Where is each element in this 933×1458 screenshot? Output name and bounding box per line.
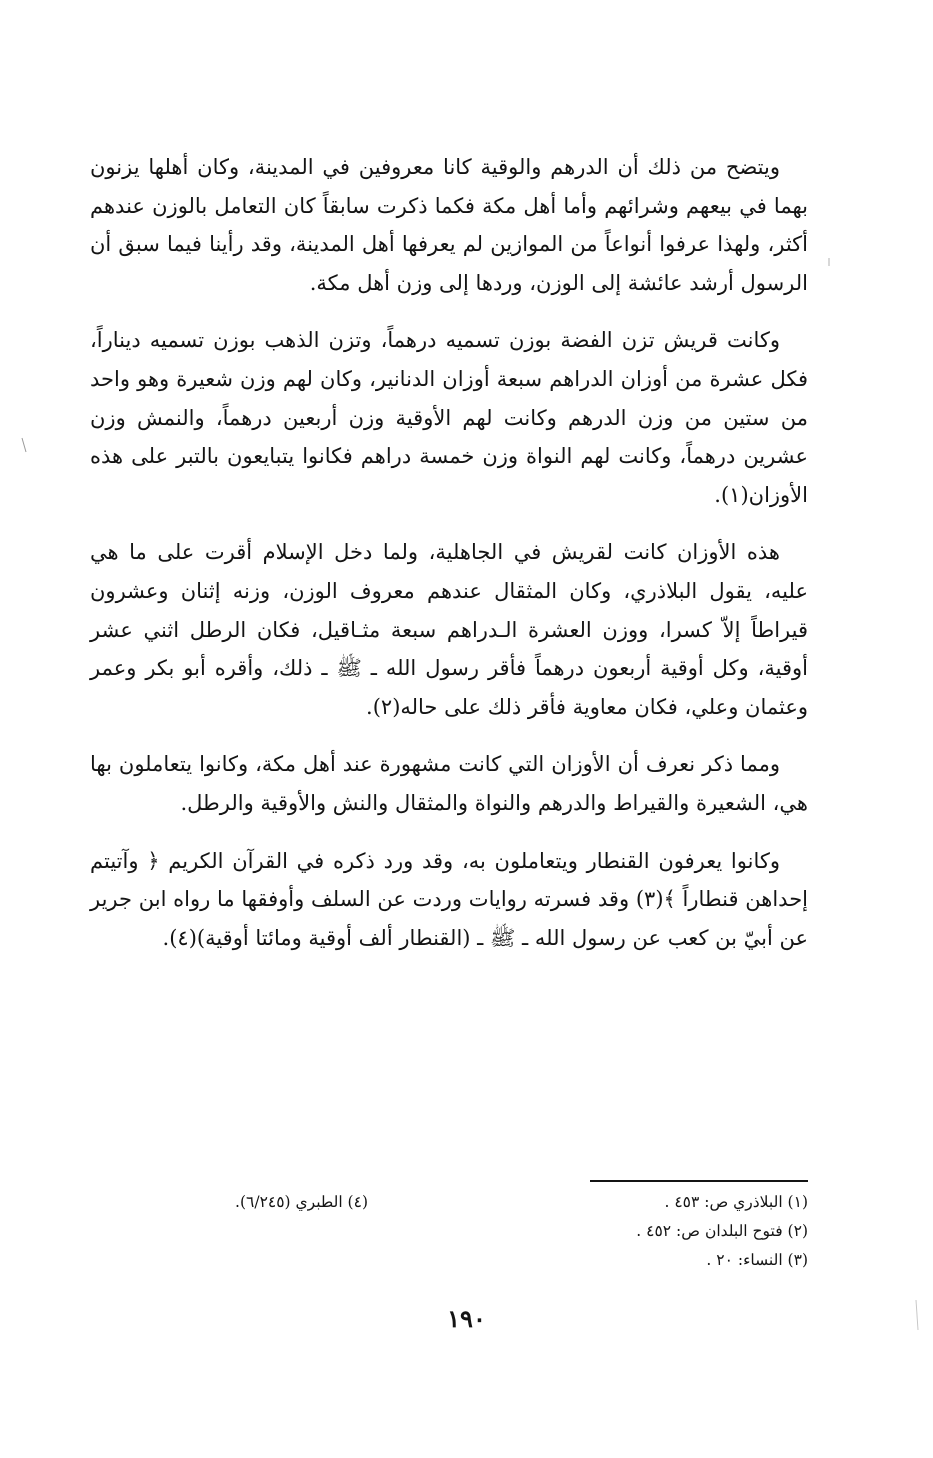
page-number: ١٩٠: [447, 1304, 486, 1333]
footnote-4: (٤) الطبري (٦/٢٤٥).: [235, 1193, 368, 1211]
footnote-3: (٣) النساء: ٢٠ .: [706, 1251, 808, 1269]
footnote-2: (٢) فتوح البلدان ص: ٤٥٢ .: [636, 1222, 808, 1240]
paragraph-2: وكانت قريش تزن الفضة بوزن تسميه درهماً، وتزن الذهب بوزن تسميه ديناراً، فكل عشرة من أوزان الدراهم سبعة أوزان الدنانير، وكان لهم وزن شعيرة وهو واحد من ستين من وزن الدرهم وكانت لهم الأوقية وزن أربعين درهماً، والنمش وزن عشرين درهماً، وكانت لهم النواة وزن خمسة دراهم فكانوا يتبايعون بالتبر على هذه الأوزان(١).: [90, 328, 808, 507]
footnote-1: (١) البلاذري ص: ٤٥٣ .: [664, 1193, 808, 1211]
paragraph-3: هذه الأوزان كانت لقريش في الجاهلية، ولما دخل الإسلام أقرت على ما هي عليه، يقول البلاذري، وكان المثقال عندهم معروف الوزن، وزنه إثنان وعشرون قيراطاً إلاّ كسرا، ووزن العشرة الـدراهم سبعة مثـاقيل، فكان الرطل اثني عشر أوقية، وكل أوقية أربعون درهماً فأقر رسول الله ـ ﷺ ـ ذلك، وأقره أبو بكر وعمر وعثمان وعلي، فكان معاوية فأقر ذلك على حاله(٢).: [90, 540, 808, 719]
footnotes-left-column: [108, 1188, 368, 1217]
main-text: [90, 148, 808, 976]
paragraph-4: ومما ذكر نعرف أن الأوزان التي كانت مشهورة عند أهل مكة، وكانوا يتعاملون بها هي، الشعيرة والقيراط والدرهم والنواة والمثقال والنش والأوقية والرطل.: [90, 752, 808, 815]
footnotes-right-column: [478, 1188, 808, 1275]
paragraph-1: ويتضح من ذلك أن الدرهم والوقية كانا معروفين في المدينة، وكان أهلها يزنون بهما في بيعهم وشرائهم وأما أهل مكة فكما ذكرت سابقاً كان التعامل بالوزن عندهم أكثر، ولهذا عرفوا أنواعاً من الموازين لم يعرفها أهل المدينة، وقد رأينا فيما سبق أن الرسول أرشد عائشة إلى الوزن، وردها إلى وزن أهل مكة.: [90, 155, 808, 295]
paragraph-5: وكانوا يعرفون القنطار ويتعاملون به، وقد ورد ذكره في القرآن الكريم ﴿ وآتيتم إحداهن قنطاراً ﴾(٣) وقد فسرته روايات وردت عن السلف وأوفقها ما رواه ابن جرير عن أبيّ بن كعب عن رسول الله ـ ﷺ ـ (القنطار ألف أوقية ومائتا أوقية)(٤).: [90, 848, 809, 950]
footnote-separator: [590, 1180, 808, 1182]
